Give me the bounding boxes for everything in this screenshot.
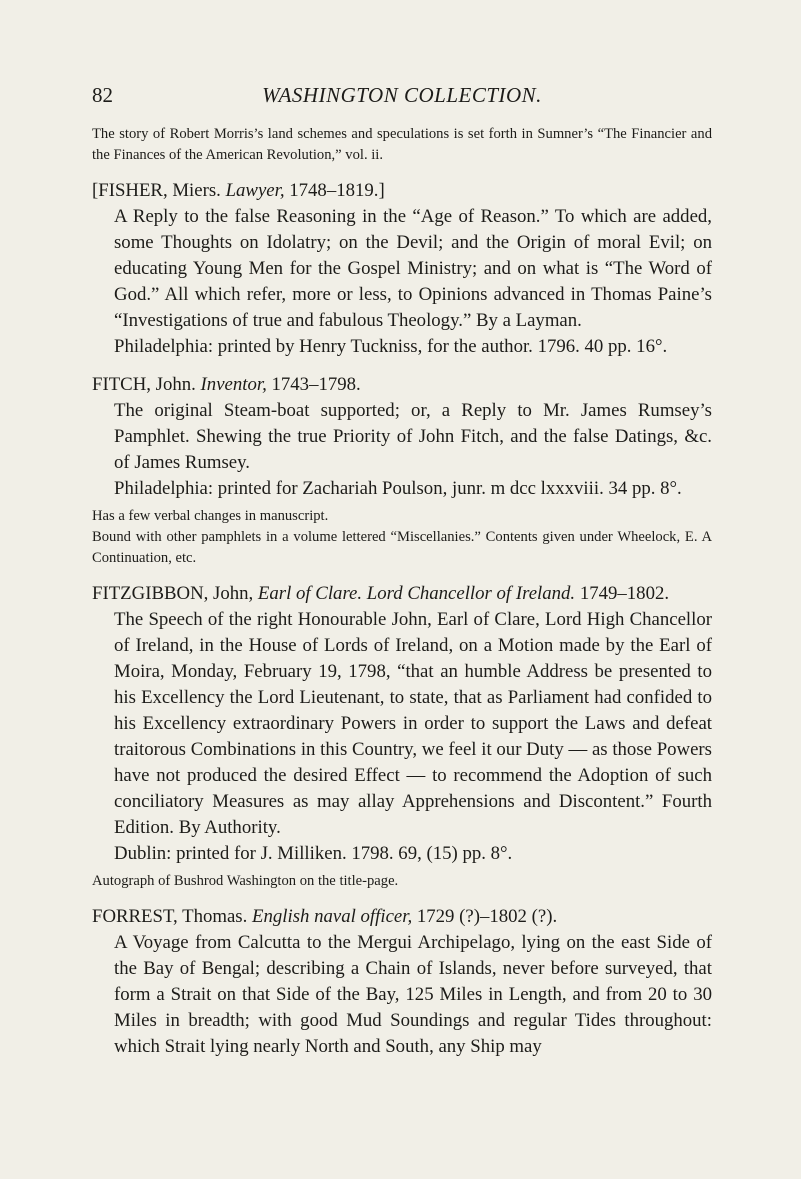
page-header	[92, 83, 712, 111]
author-role: Inventor,	[200, 374, 267, 395]
author-dates: 1748–1819.]	[289, 180, 385, 201]
entry-imprint: Philadelphia: printed for Zachariah Poulson, junr. m dcc lxxxviii. 34 pp. 8°.	[114, 478, 682, 499]
author-dates: 1729 (?)–1802 (?).	[416, 906, 558, 927]
entry-heading	[92, 372, 712, 398]
catalog-entry	[92, 904, 712, 1060]
author-name: FITZGIBBON, John,	[92, 583, 254, 604]
entry-title: The Speech of the right Honourable John, Earl of Clare, Lord High Chancellor of Ireland, in the House of Lords of Ireland, on a Motion made by the Earl of Moira, Monday, February 19, 1798, “that an humble Address be presented to his Excellency the Lord Lieutenant, to state, that as Parliament had confided to his Excellency extraordinary Powers in order to support the Laws and defeat traitorous Combinations in this Country, we feel it our Duty — as those Powers have not produced the desired Effect — to recommend the Adoption of such conciliatory Measures as may allay Apprehensions and Discontent.” Fourth Edition. By Authority.	[114, 609, 712, 838]
entry-title: A Reply to the false Reasoning in the “Age of Reason.” To which are added, some Thoughts on Idolatry; on the Devil; and the Origin of moral Evil; on educating Young Men for the Gospel Ministry; and on what is “The Word of God.” All which refer, more or less, to Opinions advanced in Thomas Paine’s “Investigations of true and fabulous Theology.” By a Layman.	[114, 206, 712, 331]
page-number: 82	[92, 83, 113, 107]
entry-heading	[92, 178, 712, 204]
running-title: WASHINGTON COLLECTION.	[262, 83, 542, 107]
entry-note: Autograph of Bushrod Washington on the title-page.	[92, 873, 399, 889]
entry-heading	[92, 904, 712, 930]
entry-note: Bound with other pamphlets in a volume lettered “Miscellanies.” Contents given under Wheelock, E. A Continuation, etc.	[92, 529, 712, 566]
author-role: Lawyer,	[225, 180, 285, 201]
author-role: English naval officer,	[252, 906, 413, 927]
entry-title: A Voyage from Calcutta to the Mergui Archipelago, lying on the east Side of the Bay of Bengal; describing a Chain of Islands, never before surveyed, that form a Strait on that Side of the Bay, 125 Miles in Length, and from 20 to 30 Miles in breadth; with good Mud Soundings and regular Tides throughout: which Strait lying nearly North and South, any Ship may	[114, 932, 712, 1057]
author-name: FITCH, John.	[92, 374, 196, 395]
catalog-entry	[92, 581, 712, 892]
author-dates: 1743–1798.	[271, 374, 361, 395]
author-role: Earl of Clare. Lord Chancellor of Ireland.	[257, 583, 576, 604]
catalog-entry	[92, 178, 712, 360]
catalog-entry	[92, 372, 712, 569]
entry-imprint: Philadelphia: printed by Henry Tuckniss, for the author. 1796. 40 pp. 16°.	[114, 336, 668, 357]
entry-heading	[92, 581, 712, 607]
intro-note: The story of Robert Morris’s land schemes and speculations is set forth in Sumner’s “The Financier and the Finances of the American Revolution,” vol. ii.	[92, 126, 712, 163]
entry-imprint: Dublin: printed for J. Milliken. 1798. 69, (15) pp. 8°.	[114, 843, 513, 864]
page-content	[92, 124, 712, 1060]
entry-title: The original Steam-boat supported; or, a Reply to Mr. James Rumsey’s Pamphlet. Shewing the true Priority of John Fitch, and the false Datings, &c. of James Rumsey.	[114, 400, 712, 473]
author-name: FORREST, Thomas.	[92, 906, 248, 927]
author-name: [FISHER, Miers.	[92, 180, 221, 201]
author-dates: 1749–1802.	[579, 583, 670, 604]
entry-note: Has a few verbal changes in manuscript.	[92, 508, 329, 524]
